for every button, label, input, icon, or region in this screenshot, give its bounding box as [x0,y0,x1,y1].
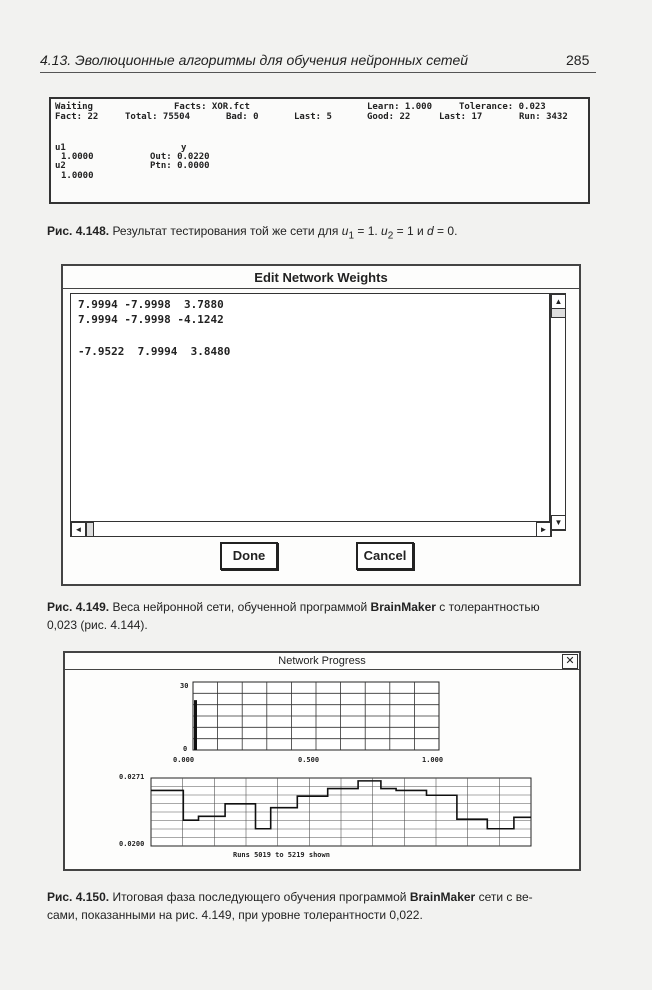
horizontal-scrollbar[interactable] [70,521,552,537]
facts-file: Facts: XOR.fct [174,102,250,112]
dialog-title: Edit Network Weights [63,266,579,289]
page-number: 285 [566,52,590,68]
total-count: Total: 75504 [125,112,191,122]
figure-caption-149: Рис. 4.149. Веса нейронной сети, обученной программой BrainMaker с толерантностью 0,023 (рис. 4.144). [47,600,540,632]
cancel-button[interactable]: Cancel [356,542,414,570]
scroll-thumb[interactable] [551,308,566,318]
last-good: Last: 17 [439,112,483,122]
tolerance-value: Tolerance: 0.023 [459,102,546,112]
weight-row: 7.9994 -7.9998 3.7880 [78,298,224,311]
histogram-chart [193,682,439,750]
last-count: Last: 5 [294,112,332,122]
network-progress-window [63,651,581,871]
scroll-left-icon[interactable]: ◄ [71,522,86,537]
weight-row: -7.9522 7.9994 3.8480 [78,345,231,358]
hist-x-tick: 0.500 [298,756,320,764]
header-rule [40,72,596,73]
vertical-scrollbar[interactable] [550,293,566,531]
close-icon[interactable]: ✕ [562,654,578,669]
scroll-down-icon[interactable]: ▼ [551,515,566,530]
tolerance-line-chart [151,778,531,846]
u1-label: u1 [55,143,66,153]
running-title: 4.13. Эволюционные алгоритмы для обучения нейронных сетей [40,52,469,68]
weights-text-area[interactable] [70,293,550,531]
scroll-right-icon[interactable]: ► [536,522,551,537]
u2-label: u2 [55,161,66,171]
figure-caption-150: Рис. 4.150. Итоговая фаза последующего обучения программой BrainMaker сети с ве- сами, показанными на рис. 4.149, при уровне толерантности 0,022. [47,890,533,922]
fact-count: Fact: 22 [55,112,99,122]
scroll-up-icon[interactable]: ▲ [551,294,566,309]
hist-y-tick: 0 [183,745,188,753]
weight-row: 7.9994 -7.9998 -4.1242 [78,313,224,326]
hist-x-tick: 0.000 [173,756,195,764]
done-button[interactable]: Done [220,542,278,570]
bad-count: Bad: 0 [226,112,259,122]
hist-bar [194,700,197,750]
run-count: Run: 3432 [519,112,568,122]
ptn-value: Ptn: 0.0000 [150,161,210,171]
status-text: Waiting [55,102,93,112]
out-value: Out: 0.0220 [150,152,210,162]
good-count: Good: 22 [367,112,411,122]
figure-caption-148: Рис. 4.148. Результат тестирования той же сети для $u_1 = 1$. $u_2 = 1$ и d = 0. [47,224,458,242]
line-y-tick: 0.0271 [119,773,145,781]
line-y-tick: 0.0200 [119,840,145,848]
hscroll-thumb[interactable] [86,522,94,537]
progress-title: Network Progress [65,653,579,670]
terminal-screen [49,97,590,204]
hist-x-tick: 1.000 [422,756,444,764]
u1-value: 1.0000 [61,152,94,162]
line-x-label: Runs 5019 to 5219 shown [233,851,330,859]
y-label: y [181,143,187,153]
progress-charts [65,653,579,869]
hist-y-tick: 30 [180,682,189,690]
u2-value: 1.0000 [61,171,94,181]
learn-rate: Learn: 1.000 [367,102,433,112]
edit-weights-dialog [61,264,581,586]
